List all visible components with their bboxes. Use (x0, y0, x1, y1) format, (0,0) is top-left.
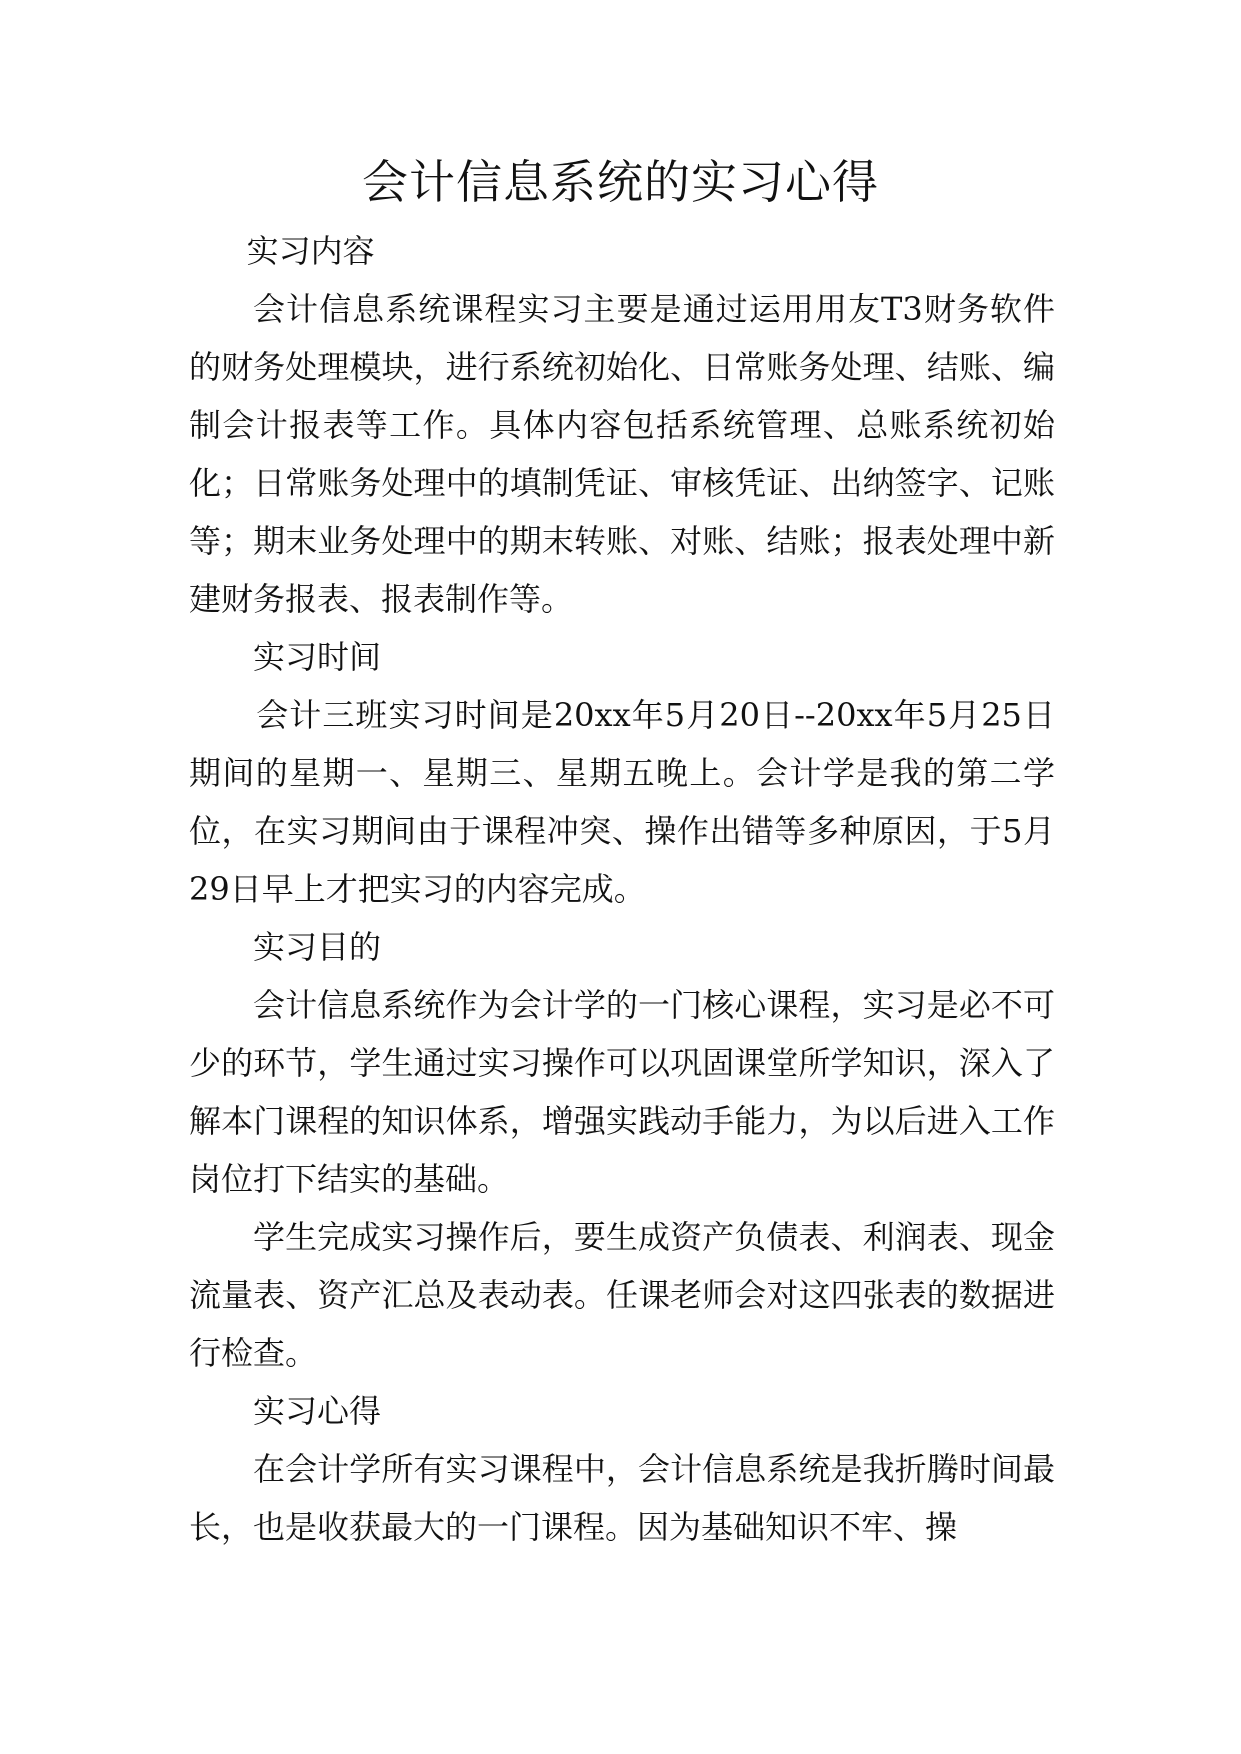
section-heading-purpose: 实习目的 (253, 928, 382, 966)
paragraph-time: 会计三班实习时间是20xx年5月20日--20xx年5月25日期间的星期一、星期三、星期五晚上。会计学是我的第二学位，在实习期间由于课程冲突、操作出错等多种原因，于5月29日早上才把实习的内容完成。 (189, 696, 1055, 908)
section-heading-reflection: 实习心得 (253, 1392, 382, 1430)
paragraph-purpose-1: 会计信息系统作为会计学的一门核心课程，实习是必不可少的环节，学生通过实习操作可以巩固课堂所学知识，深入了解本门课程的知识体系，增强实践动手能力，为以后进入工作岗位打下结实的基础。 (189, 986, 1055, 1198)
paragraph-reflection: 在会计学所有实习课程中，会计信息系统是我折腾时间最长，也是收获最大的一门课程。因为基础知识不牢、操 (189, 1450, 1055, 1546)
paragraph-purpose-2: 学生完成实习操作后，要生成资产负债表、利润表、现金流量表、资产汇总及表动表。任课老师会对这四张表的数据进行检查。 (189, 1218, 1055, 1372)
section-heading-time: 实习时间 (253, 638, 382, 676)
document-body (189, 222, 1055, 1556)
paragraph-content: 会计信息系统课程实习主要是通过运用用友T3财务软件的财务处理模块，进行系统初始化、日常账务处理、结账、编制会计报表等工作。具体内容包括系统管理、总账系统初始化；日常账务处理中的填制凭证、审核凭证、出纳签字、记账等；期末业务处理中的期末转账、对账、结账；报表处理中新建财务报表、报表制作等。 (189, 290, 1055, 618)
document-title: 会计信息系统的实习心得 (362, 155, 879, 209)
section-heading-content: 实习内容 (246, 232, 375, 270)
